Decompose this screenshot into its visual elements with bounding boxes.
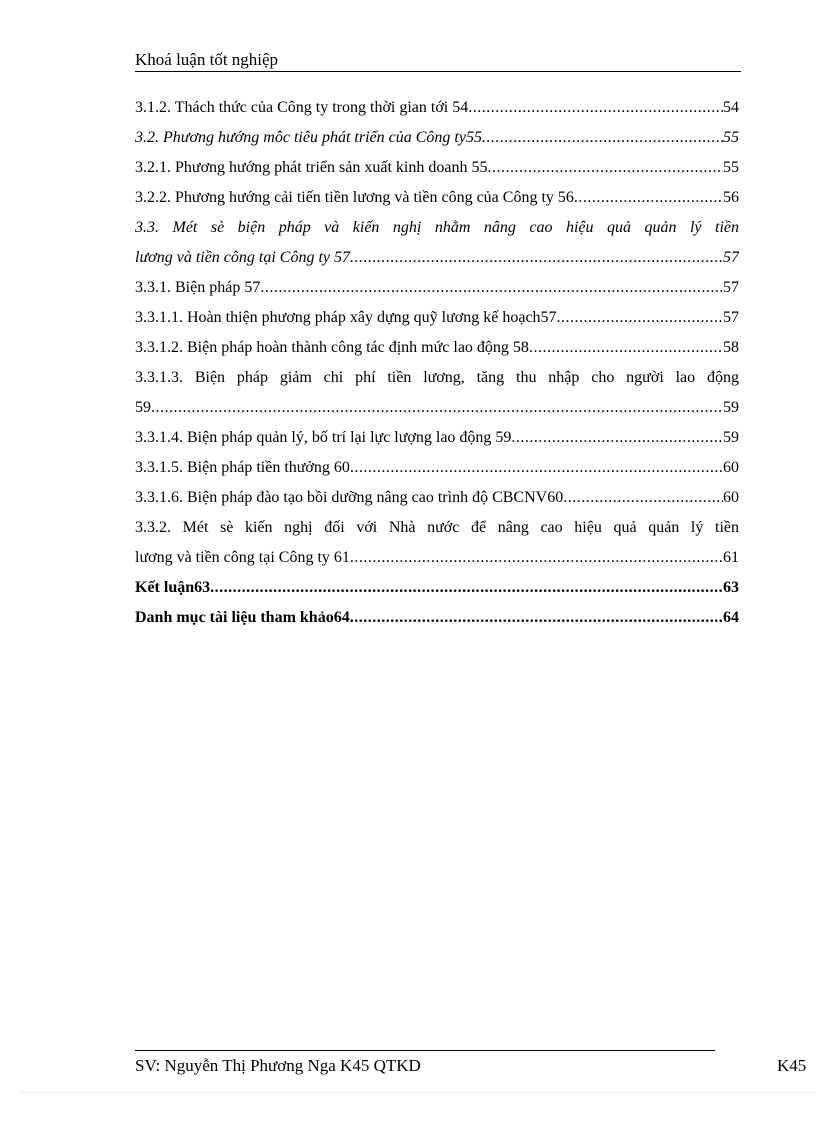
- toc-entry[interactable]: [135, 543, 739, 573]
- toc-page-number: 61: [723, 549, 739, 566]
- toc-leader: [563, 483, 723, 513]
- toc-entry[interactable]: [135, 123, 739, 153]
- toc-entry-title: 3.3.1.6. Biện pháp đào tạo bồi dưỡng nâng cao trình độ CBCNV60: [135, 489, 564, 506]
- toc-entry[interactable]: [135, 153, 739, 183]
- toc-leader: [482, 123, 723, 153]
- toc-page-number: 55: [723, 129, 739, 146]
- toc-entry-title: lương và tiền công tại Công ty 61: [135, 549, 350, 566]
- toc-entry[interactable]: [135, 93, 739, 123]
- toc-entry[interactable]: [135, 423, 739, 453]
- toc-page-number: 57: [723, 309, 739, 326]
- toc-entry-title: 3.3.1.4. Biện pháp quản lý, bố trí lại lực lượng lao động 59: [135, 429, 512, 446]
- table-of-contents: [135, 93, 739, 633]
- toc-entry[interactable]: [135, 483, 739, 513]
- toc-entry-title: lương và tiền công tại Công ty 57: [135, 249, 351, 266]
- toc-page-number: 56: [723, 189, 739, 206]
- toc-entry[interactable]: [135, 243, 739, 273]
- toc-entry-title: 3.3.1.2. Biện pháp hoàn thành công tác định mức lao động 58: [135, 339, 529, 356]
- toc-entry-title: 3.2. Phương hướng môc tiêu phát triển của Công ty55: [135, 129, 482, 146]
- toc-page-number: 59: [723, 399, 739, 416]
- toc-leader: [350, 243, 723, 273]
- toc-leader: [210, 573, 723, 603]
- page-header: [135, 50, 741, 72]
- toc-leader: [350, 453, 723, 483]
- toc-page-number: 64: [723, 609, 739, 626]
- toc-page-number: 60: [723, 459, 739, 476]
- toc-entry[interactable]: [135, 303, 739, 333]
- toc-entry[interactable]: [135, 573, 739, 603]
- toc-page-number: 55: [723, 159, 739, 176]
- toc-entry[interactable]: [135, 273, 739, 303]
- toc-entry-title-line1[interactable]: 3.3.1.3. Biện pháp giảm chi phí tiền lương, tăng thu nhập cho người lao động: [135, 369, 739, 386]
- footer-student: SV: Nguyễn Thị Phương Nga K45 QTKD: [135, 1056, 421, 1075]
- toc-leader: [487, 153, 723, 183]
- toc-entry[interactable]: [135, 453, 739, 483]
- toc-entry-title: 3.3.1.5. Biện pháp tiền thưởng 60: [135, 459, 350, 476]
- toc-page-number: 57: [723, 249, 739, 266]
- toc-entry[interactable]: [135, 603, 739, 633]
- toc-page-number: 63: [723, 579, 739, 596]
- toc-entry-title: 3.3.1.1. Hoàn thiện phương pháp xây dựng quỹ lương kế hoạch57: [135, 309, 557, 326]
- toc-leader: [529, 333, 723, 363]
- toc-leader: [350, 543, 723, 573]
- toc-entry-title: Kết luận63: [135, 579, 211, 596]
- toc-page-number: 54: [723, 99, 739, 116]
- toc-entry-title: Danh mục tài liệu tham khảo64: [135, 609, 350, 626]
- page-bottom-edge: [20, 1092, 816, 1093]
- toc-entry-title: 3.3.1. Biện pháp 57: [135, 279, 261, 296]
- toc-leader: [468, 93, 723, 123]
- toc-leader: [557, 303, 723, 333]
- toc-page-number: 57: [723, 279, 739, 296]
- toc-entry-title: 3.1.2. Thách thức của Công ty trong thời gian tới 54: [135, 99, 469, 116]
- toc-leader: [151, 393, 723, 423]
- toc-entry-title-line1[interactable]: 3.3. Mét sè biện pháp và kiến nghị nhằm nâng cao hiệu quả quản lý tiền: [135, 219, 739, 236]
- toc-page-number: 60: [723, 489, 739, 506]
- toc-entry[interactable]: [135, 183, 739, 213]
- toc-leader: [260, 273, 723, 303]
- toc-entry[interactable]: [135, 393, 739, 423]
- toc-page-number: 59: [723, 429, 739, 446]
- toc-leader: [350, 603, 723, 633]
- footer-class: K45: [777, 1056, 807, 1075]
- footer-divider: [135, 1050, 715, 1051]
- toc-entry-title: 3.2.1. Phương hướng phát triển sản xuất kinh doanh 55: [135, 159, 488, 176]
- toc-leader: [511, 423, 723, 453]
- toc-entry-title-line1[interactable]: 3.3.2. Mét sè kiến nghị đối với Nhà nước để nâng cao hiệu quả quản lý tiền: [135, 519, 739, 536]
- toc-entry[interactable]: [135, 333, 739, 363]
- toc-entry-title: 59: [135, 399, 151, 416]
- toc-page-number: 58: [723, 339, 739, 356]
- toc-leader: [574, 183, 723, 213]
- header-title: Khoá luận tốt nghiệp: [135, 50, 279, 69]
- toc-entry-title: 3.2.2. Phương hướng cải tiến tiền lương và tiền công của Công ty 56: [135, 189, 574, 206]
